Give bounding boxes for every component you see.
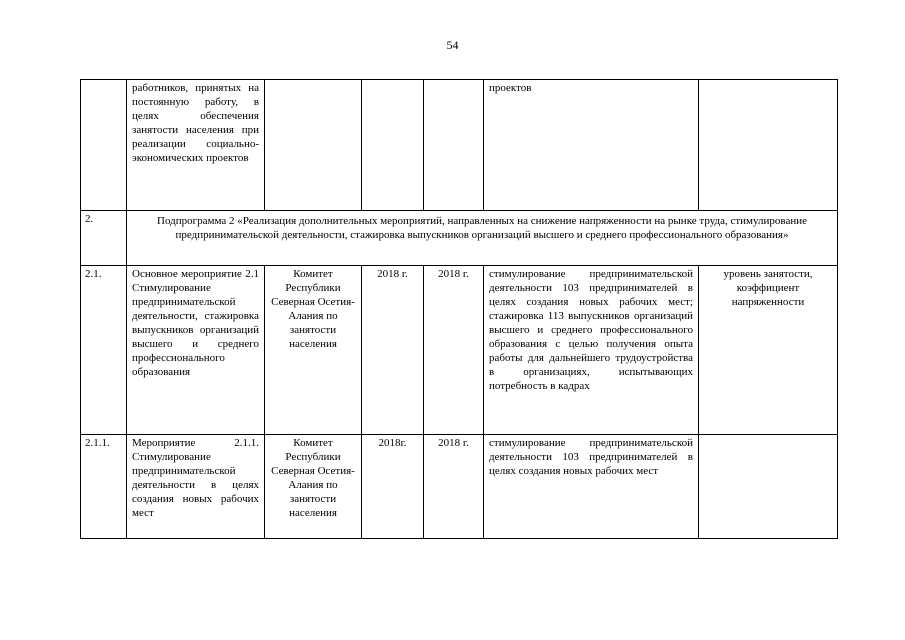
subprogram-title: Подпрограмма 2 «Реализация дополнительных мероприятий, направленных на снижение напряженности на рынке труда, стимулирование предпринимательской деятельности, стажировка выпускников организаций высшего и среднего профессионального образования» [157,215,807,241]
executor-cell [265,80,362,211]
end-date-cell [424,80,484,211]
table-row-subprogram-2 [81,211,838,266]
subprogram-title-cell [127,211,838,266]
start-date-cell: 2018г. [362,435,424,539]
start-date-cell: 2018 г. [362,266,424,435]
row-number-cell: 2.1.1. [81,435,127,539]
expected-result-cell: проектов [484,80,699,211]
activity-name-cell: Мероприятие 2.1.1. Стимулирование предпринимательской деятельности в целях создания новых рабочих мест [127,435,265,539]
page-number: 54 [446,38,459,52]
indicator-cell [699,435,838,539]
executor-cell: Комитет Республики Северная Осетия-Алания по занятости населения [265,435,362,539]
activity-plan-table [80,79,838,539]
expected-result-cell: стимулирование предпринимательской деятельности 103 предпринимателей в целях создания новых рабочих мест; стажировка 113 выпускников организаций высшего и среднего профессионального образования с целью получения опыта работы для дальнейшего трудоустройства в организациях, испытывающих потребность в кадрах [484,266,699,435]
row-number-cell [81,80,127,211]
activity-name-cell: Основное мероприятие 2.1 Стимулирование предпринимательской деятельности, стажировка выпускников организаций высшего и среднего профессионального образования [127,266,265,435]
end-date-cell: 2018 г. [424,266,484,435]
table-row-2-1-1 [81,435,838,539]
executor-cell: Комитет Республики Северная Осетия-Алания по занятости населения [265,266,362,435]
row-number-cell: 2.1. [81,266,127,435]
row-number-cell: 2. [81,211,127,266]
table-row-2-1 [81,266,838,435]
activity-name-cell: работников, принятых на постоянную работу, в целях обеспечения занятости населения при реализации социально-экономических проектов [127,80,265,211]
table-row-continued [81,80,838,211]
end-date-cell: 2018 г. [424,435,484,539]
indicator-cell [699,80,838,211]
indicator-cell: уровень занятости, коэффициент напряженности [699,266,838,435]
expected-result-cell: стимулирование предпринимательской деятельности 103 предпринимателей в целях создания новых рабочих мест [484,435,699,539]
start-date-cell [362,80,424,211]
